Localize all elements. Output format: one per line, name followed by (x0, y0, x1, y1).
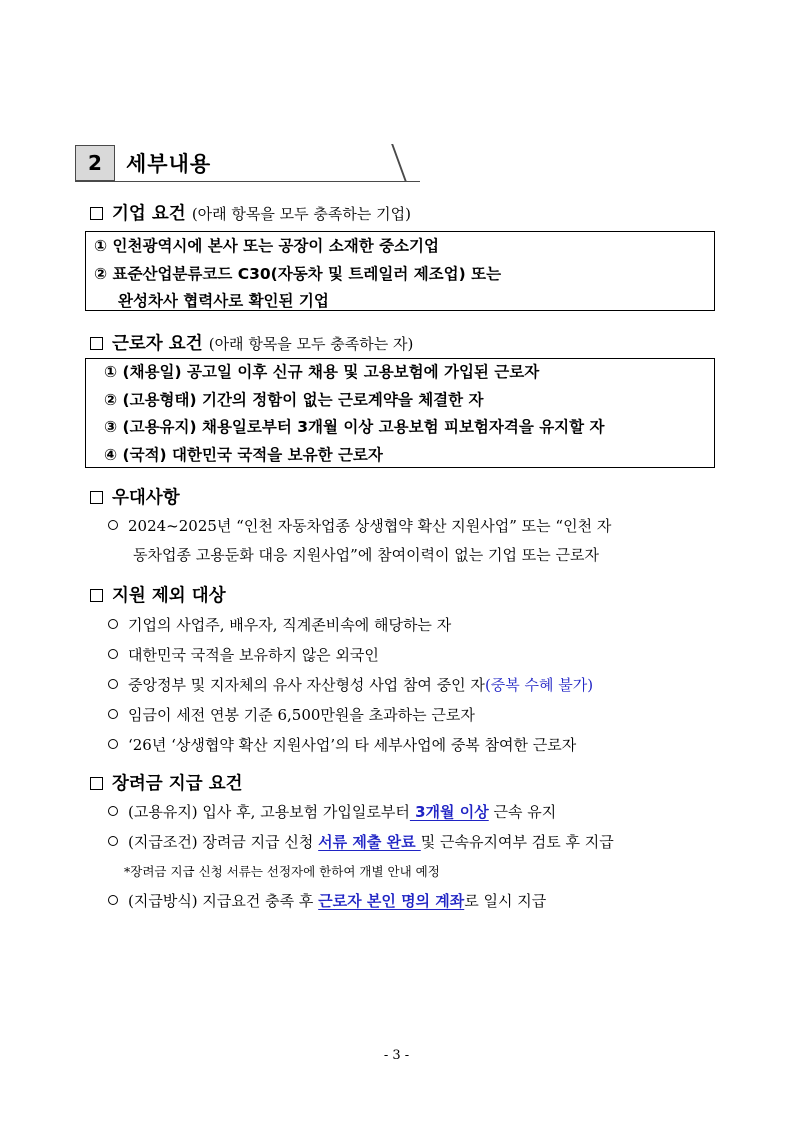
incentive-item (108, 890, 546, 911)
exclusion-item (108, 614, 451, 635)
exclusion-item (108, 734, 576, 755)
company-req-note: (아래 항목을 모두 충족하는 기업) (191, 205, 411, 223)
company-req-heading (90, 200, 411, 225)
section-title: 세부내용 (126, 152, 212, 176)
exclusion-item-text: 기업의 사업주, 배우자, 직계존비속에 해당하는 자 (128, 616, 452, 634)
bullet-circle-icon (108, 709, 118, 719)
highlight-docs-submitted: 서류 제출 완료 (318, 833, 421, 851)
worker-req-box (85, 358, 715, 468)
bullet-circle-icon (108, 895, 118, 905)
worker-req-heading (90, 330, 413, 355)
preference-text-1: 2024~2025년 “인천 자동차업종 상생협약 확산 지원사업” 또는 “인천 자 (128, 517, 612, 535)
preference-line (108, 515, 611, 536)
exclusion-item (108, 704, 475, 725)
bullet-circle-icon (108, 679, 118, 689)
checkbox-square-icon (90, 337, 103, 350)
exclusion-item-text: 임금이 세전 연봉 기준 6,500만원을 초과하는 근로자 (128, 706, 475, 724)
incentive-footnote: *장려금 지급 신청 서류는 선정자에 한하여 개별 안내 예정 (124, 864, 440, 879)
incentive-title: 장려금 지급 요건 (112, 774, 243, 794)
bullet-circle-icon (108, 739, 118, 749)
worker-req-item: ② (고용형태) 기간의 정함이 없는 근로계약을 체결한 자 (104, 390, 484, 409)
worker-req-note: (아래 항목을 모두 충족하는 자) (208, 335, 414, 353)
section-number-text: 2 (88, 151, 102, 175)
worker-req-item: ① (채용일) 공고일 이후 신규 채용 및 고용보험에 가입된 근로자 (104, 363, 540, 381)
company-req-item: ② 표준산업분류코드 C30(자동차 및 트레일러 제조업) 또는 (94, 264, 502, 283)
incentive-heading (90, 770, 243, 795)
checkbox-square-icon (90, 491, 103, 504)
section-number (75, 145, 115, 181)
incentive-item-text: 근속 유지 (488, 803, 557, 821)
exclusion-item (108, 644, 379, 665)
highlight-three-months: 3개월 이상 (409, 803, 489, 821)
preference-title: 우대사항 (112, 488, 180, 508)
checkbox-square-icon (90, 777, 103, 790)
checkbox-square-icon (90, 207, 103, 220)
incentive-item-text: (지급방식) 지급요건 충족 후 (128, 892, 319, 910)
company-req-title: 기업 요건 (112, 204, 186, 224)
section-underline (75, 181, 420, 182)
duplicate-benefit-note: (중복 수혜 불가) (484, 676, 594, 694)
exclusion-item-text: 중앙정부 및 지자체의 유사 자산형성 사업 참여 중인 자 (128, 676, 485, 694)
incentive-item-text: (지급조건) 장려금 지급 신청 (128, 833, 319, 851)
preference-heading (90, 484, 180, 509)
exclusion-item-text: 대한민국 국적을 보유하지 않은 외국인 (128, 646, 379, 664)
page-number: - 3 - (383, 1048, 410, 1063)
bullet-circle-icon (108, 619, 118, 629)
incentive-item (108, 801, 556, 822)
incentive-item-text: (고용유지) 입사 후, 고용보험 가입일로부터 (128, 803, 410, 821)
exclusion-heading (90, 582, 226, 607)
company-req-item: ① 인천광역시에 본사 또는 공장이 소재한 중소기업 (94, 237, 439, 255)
bullet-circle-icon (108, 836, 118, 846)
worker-req-item: ③ (고용유지) 채용일로부터 3개월 이상 고용보험 피보험자격을 유지할 자 (104, 418, 605, 436)
worker-req-title: 근로자 요건 (112, 334, 203, 354)
exclusion-item-text: ‘26년 ‘상생협약 확산 지원사업’의 타 세부사업에 중복 참여한 근로자 (128, 736, 577, 754)
company-req-item: 완성차사 협력사로 확인된 기업 (118, 292, 329, 310)
bullet-circle-icon (108, 806, 118, 816)
incentive-item-text: 및 근속유지여부 검토 후 지급 (420, 833, 614, 851)
incentive-item (108, 831, 614, 852)
company-req-box (85, 231, 715, 311)
worker-req-item: ④ (국적) 대한민국 국적을 보유한 근로자 (104, 445, 383, 464)
bullet-circle-icon (108, 649, 118, 659)
checkbox-square-icon (90, 589, 103, 602)
incentive-item-text: 로 일시 지급 (464, 892, 547, 910)
exclusion-title: 지원 제외 대상 (112, 586, 226, 606)
preference-text-2: 동차업종 고용둔화 대응 지원사업”에 참여이력이 없는 기업 또는 근로자 (133, 546, 600, 564)
highlight-own-account: 근로자 본인 명의 계좌 (318, 892, 465, 910)
exclusion-item (108, 674, 593, 695)
section-slant-line (391, 144, 407, 182)
bullet-circle-icon (108, 520, 118, 530)
